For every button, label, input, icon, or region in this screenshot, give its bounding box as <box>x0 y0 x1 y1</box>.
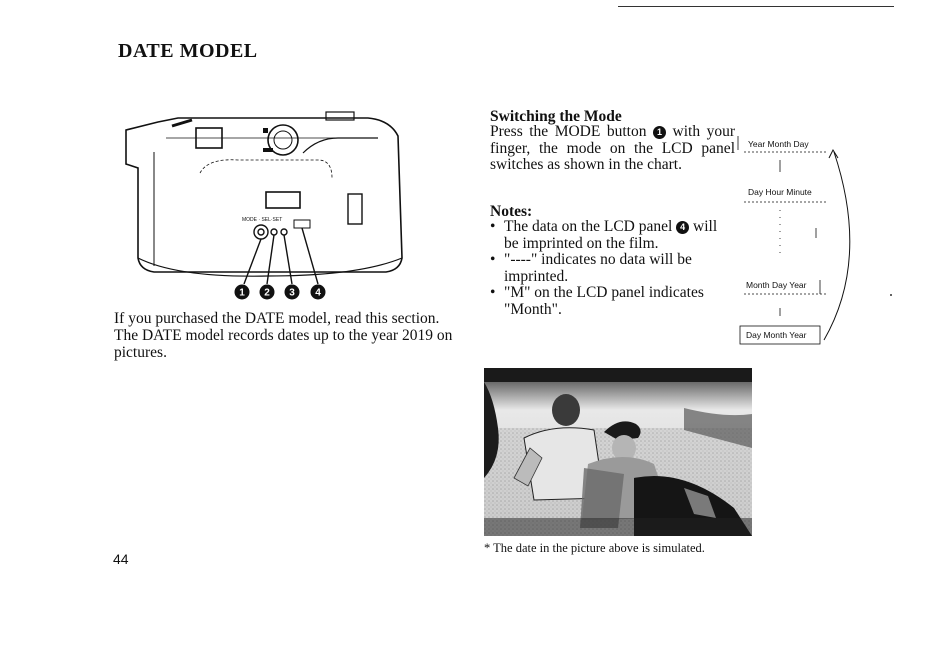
photo-caption: * The date in the picture above is simulated. <box>484 541 705 555</box>
mode-button-marker: 1 <box>653 126 666 139</box>
callout-4: 4 <box>315 287 321 299</box>
mode-cycle-chart <box>730 130 860 350</box>
lcd-panel-marker: 4 <box>676 221 689 234</box>
note-1-text: The data on the LCD panel <box>504 218 673 235</box>
mode-year-month-day: Year Month Day <box>748 139 809 149</box>
intro-paragraph: If you purchased the DATE model, read this section. The DATE model records dates up to the year 2019 on pictures. <box>114 310 453 361</box>
note-item: • "M" on the LCD panel indicates "Month". <box>490 284 704 318</box>
mode-day-hour-minute: Day Hour Minute <box>748 187 812 197</box>
note-item: • "----" indicates no data will be imprinted. <box>490 251 692 285</box>
top-rule <box>618 6 894 7</box>
notes-heading: Notes: <box>490 203 533 220</box>
callout-3: 3 <box>289 287 295 299</box>
note-2-text: "----" indicates no data will be imprinted. <box>504 251 692 285</box>
callout-1: 1 <box>239 287 245 299</box>
mode-month-day-year: Month Day Year <box>746 280 807 290</box>
switching-text <box>490 124 735 174</box>
sample-photo <box>484 368 752 536</box>
switching-text-1: Press the MODE button <box>490 123 647 140</box>
mode-day-month-year: Day Month Year <box>746 330 807 340</box>
svg-text:MODE · SEL·SET: MODE · SEL·SET <box>242 217 283 223</box>
note-1-text-2: will be imprinted on the film. <box>504 218 718 252</box>
switching-text-2: with your finger, the mode on the LCD panel switches as shown in the chart. <box>490 123 736 173</box>
page-number: 44 <box>113 551 129 567</box>
notes-list <box>490 219 735 318</box>
switching-heading: Switching the Mode <box>490 108 622 125</box>
callout-2: 2 <box>264 287 270 299</box>
stray-dot <box>890 294 892 296</box>
page-title: DATE MODEL <box>118 40 258 62</box>
note-item: • The data on the LCD panel 4 will be imprinted on the film. <box>490 218 718 252</box>
note-3-text: "M" on the LCD panel indicates "Month". <box>504 284 704 318</box>
camera-illustration <box>118 108 413 308</box>
